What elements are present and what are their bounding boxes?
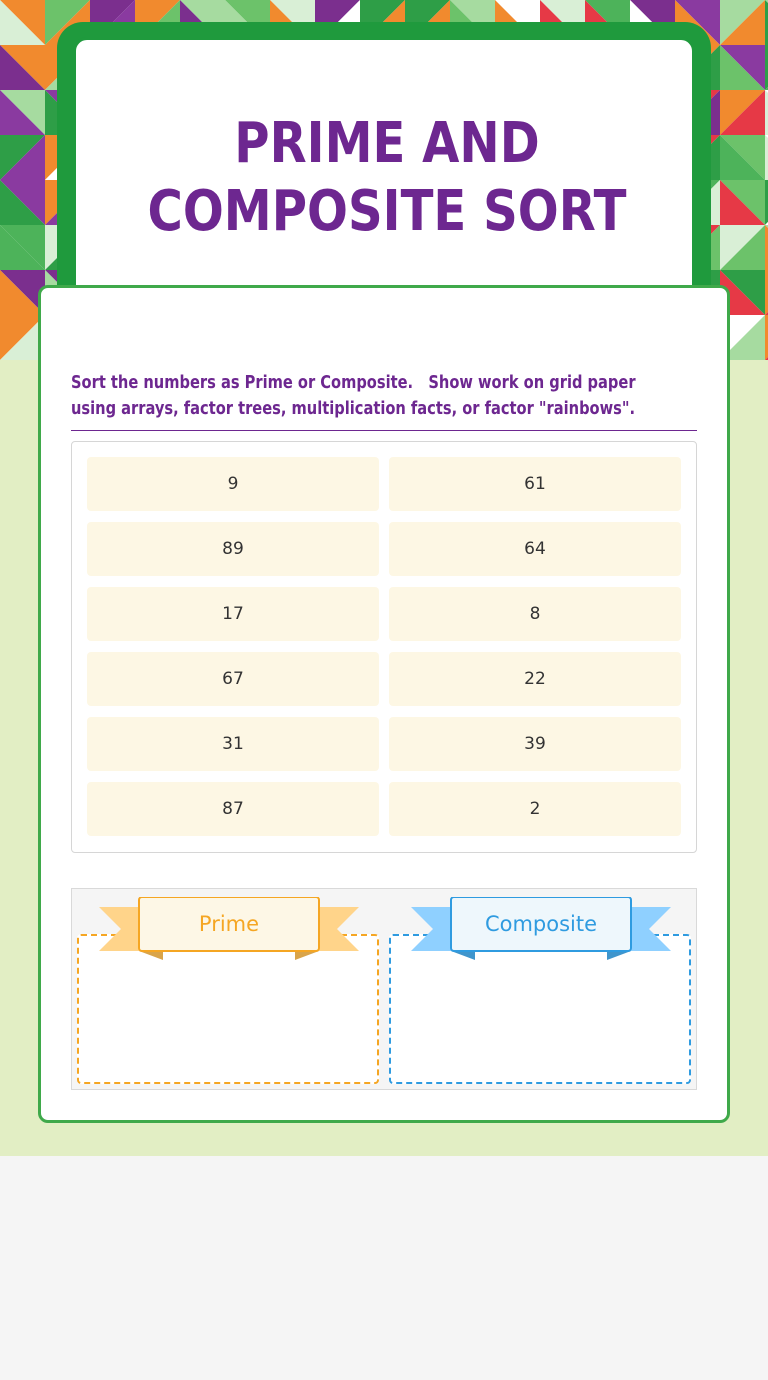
number-tile[interactable]: 64: [389, 522, 681, 576]
number-tile[interactable]: 87: [87, 782, 379, 836]
number-tile[interactable]: 9: [87, 457, 379, 511]
number-tile[interactable]: 39: [389, 717, 681, 771]
composite-ribbon: [411, 897, 671, 963]
prime-ribbon: [99, 897, 359, 963]
page-title: PRIME AND COMPOSITE SORT: [147, 111, 627, 244]
number-tile[interactable]: 67: [87, 652, 379, 706]
number-tile[interactable]: 61: [389, 457, 681, 511]
number-tile[interactable]: 8: [389, 587, 681, 641]
number-tile[interactable]: 22: [389, 652, 681, 706]
number-bank: [71, 441, 697, 853]
sort-area: [71, 888, 697, 1090]
number-tile[interactable]: 2: [389, 782, 681, 836]
number-tile[interactable]: 89: [87, 522, 379, 576]
number-tile[interactable]: 31: [87, 717, 379, 771]
title-card: [73, 37, 695, 299]
prime-label: Prime: [198, 912, 260, 936]
number-tile[interactable]: 17: [87, 587, 379, 641]
composite-label: Composite: [484, 912, 598, 936]
worksheet-card: [38, 285, 730, 1123]
instructions-text: Sort the numbers as Prime or Composite. Show work on grid paper using arrays, factor trees, multiplication facts, or factor "rainbows".: [71, 373, 641, 419]
divider: [71, 430, 697, 431]
